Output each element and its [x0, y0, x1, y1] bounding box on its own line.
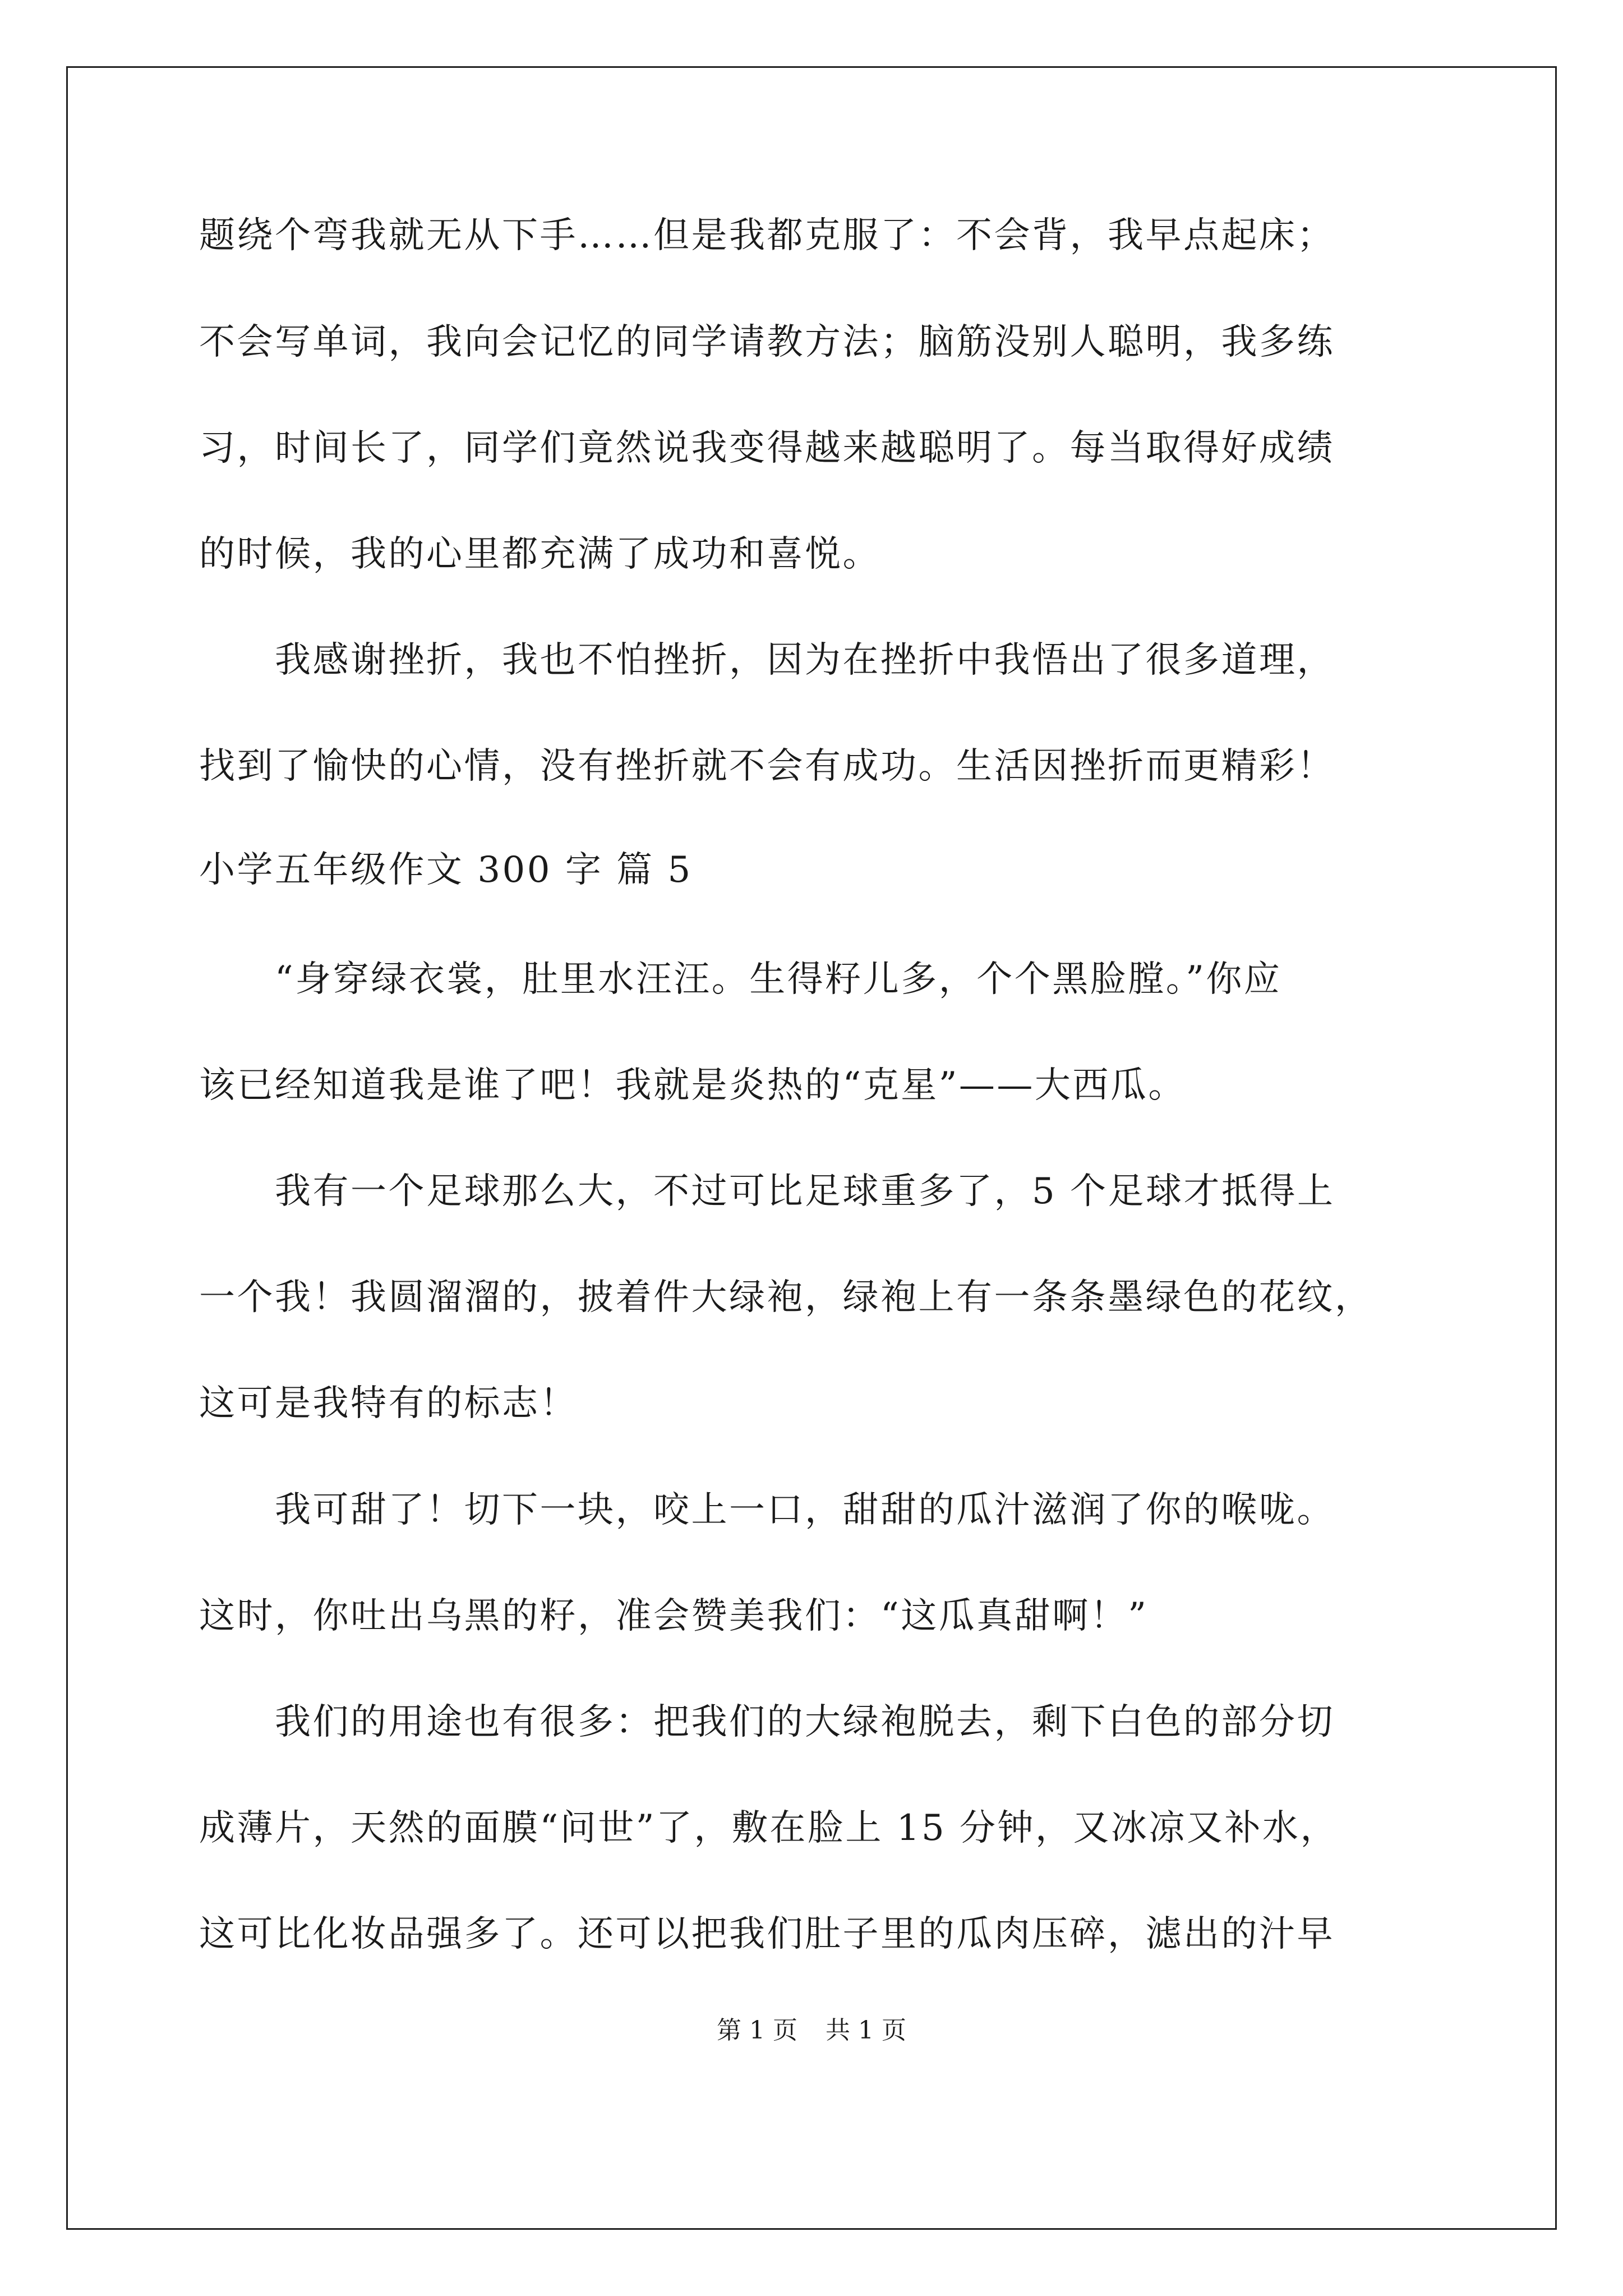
text-line: 题绕个弯我就无从下手……但是我都克服了：不会背，我早点起床； [199, 215, 1335, 256]
text-line: 的时候，我的心里都充满了成功和喜悦。 [199, 533, 880, 575]
text-line: 一个我！我圆溜溜的，披着件大绿袍，绿袍上有一条条墨绿色的花纹， [199, 1277, 1373, 1318]
text-line: 习，时间长了，同学们竟然说我变得越来越聪明了。每当取得好成绩 [199, 427, 1335, 469]
page-footer [0, 2018, 1623, 2043]
text-line: 我可甜了！切下一块，咬上一口，甜甜的瓜汁滋润了你的喉咙。 [199, 1489, 1335, 1531]
text-line: 我感谢挫折，我也不怕挫折，因为在挫折中我悟出了很多道理， [199, 639, 1335, 681]
section-heading: 小学五年级作文 300 字 篇 5 [199, 849, 693, 891]
page-total: 共 1 页 [826, 2016, 906, 2045]
text-line: “身穿绿衣裳，肚里水汪汪。生得籽儿多，个个黑脸膛。”你应 [199, 959, 1282, 1000]
text-line: 找到了愉快的心情，没有挫折就不会有成功。生活因挫折而更精彩！ [199, 746, 1335, 787]
text-line: 成薄片，天然的面膜“问世”了，敷在脸上 15 分钟，又冰凉又补水， [199, 1807, 1339, 1849]
text-line: 我们的用途也有很多：把我们的大绿袍脱去，剩下白色的部分切 [199, 1701, 1335, 1743]
text-line: 这可比化妆品强多了。还可以把我们肚子里的瓜肉压碎，滤出的汁早 [199, 1913, 1335, 1955]
page-number: 第 1 页 [717, 2016, 797, 2045]
text-line: 该已经知道我是谁了吧！我就是炎热的“克星”——大西瓜。 [199, 1065, 1186, 1106]
text-line: 这时，你吐出乌黑的籽，准会赞美我们：“这瓜真甜啊！” [199, 1595, 1149, 1637]
text-line: 我有一个足球那么大，不过可比足球重多了，5 个足球才抵得上 [199, 1171, 1335, 1212]
text-line: 不会写单词，我向会记忆的同学请教方法；脑筋没别人聪明，我多练 [199, 321, 1335, 363]
text-line: 这可是我特有的标志！ [199, 1383, 578, 1424]
page-border [66, 66, 1557, 2230]
